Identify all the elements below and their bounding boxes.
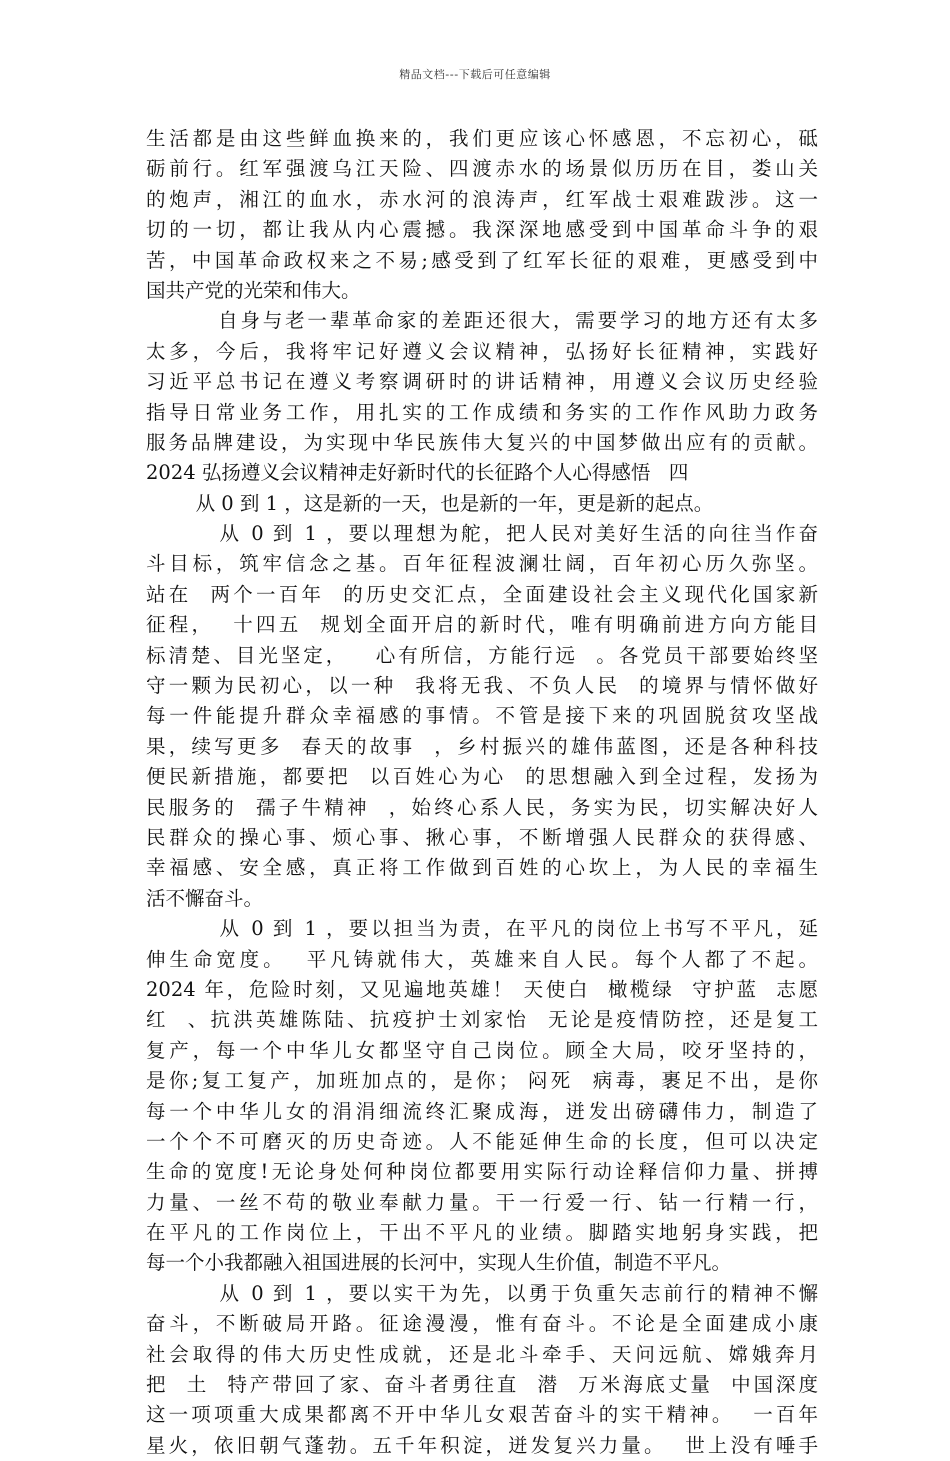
text-line: 守一颗为民初心，以一种 我将无我、不负人民 的境界与情怀做好 bbox=[146, 674, 818, 698]
text-line: 幸福感、安全感，真正将工作做到百姓的心坎上，为人民的幸福生 bbox=[146, 856, 818, 880]
text-line: 征程， 十四五 规划全面开启的新时代，唯有明确前进方向方能目 bbox=[146, 613, 818, 637]
text-line: 力量、一丝不苟的敬业奉献力量。干一行爱一行、钻一行精一行， bbox=[146, 1190, 818, 1214]
text-line: 服务品牌建设，为实现中华民族伟大复兴的中国梦做出应有的贡献。 bbox=[146, 430, 818, 454]
text-line: 标清楚、目光坚定， 心有所信，方能行远 。各党员干部要始终坚 bbox=[146, 643, 818, 667]
text-line: 习近平总书记在遵义考察调研时的讲话精神，用遵义会议历史经验 bbox=[146, 370, 818, 394]
text-line: 指导日常业务工作，用扎实的工作成绩和务实的工作作风助力政务 bbox=[146, 400, 818, 424]
text-line: 是你;复工复产，加班加点的，是你； 闷死 病毒，裹足不出，是你 bbox=[146, 1069, 818, 1093]
text-line: 一个个不可磨灭的历史奇迹。人不能延伸生命的长度，但可以决定 bbox=[146, 1129, 818, 1153]
text-line: 奋斗，不断破局开路。征途漫漫，惟有奋斗。不论是全面建成小康 bbox=[146, 1312, 818, 1336]
text-line: 社会取得的伟大历史性成就，还是北斗牵手、天问远航、嫦娥奔月 bbox=[146, 1342, 818, 1366]
text-line: 自身与老一辈革命家的差距还很大，需要学习的地方还有太多 bbox=[146, 309, 818, 333]
text-line: 伸生命宽度。 平凡铸就伟大，英雄来自人民。每个人都了不起。 bbox=[146, 947, 818, 971]
text-line: 红 、抗洪英雄陈陆、抗疫护士刘家怡 无论是疫情防控，还是复工 bbox=[146, 1008, 818, 1032]
text-line: 的炮声，湘江的血水，赤水河的浪涛声，红军战士艰难跋涉。这一 bbox=[146, 187, 818, 211]
text-line: 生命的宽度!无论身处何种岗位都要用实际行动诠释信仰力量、拼搏 bbox=[146, 1160, 818, 1184]
text-line: 从 0 到 1 ，要以担当为责，在平凡的岗位上书写不平凡，延 bbox=[146, 917, 818, 941]
text-line: 星火，依旧朝气蓬勃。五千年积淀，迸发复兴力量。 世上没有唾手 bbox=[146, 1433, 818, 1457]
text-line: 便民新措施，都要把 以百姓心为心 的思想融入到全过程，发扬为 bbox=[146, 765, 818, 789]
document-body bbox=[146, 124, 818, 1461]
text-line: 斗目标，筑牢信念之基。百年征程波澜壮阔，百年初心历久弥坚。 bbox=[146, 552, 818, 576]
text-line: 从 0 到 1 ，这是新的一天，也是新的一年，更是新的起点。 bbox=[146, 491, 714, 515]
text-line: 砺前行。红军强渡乌江天险、四渡赤水的场景似历历在目，娄山关 bbox=[146, 157, 818, 181]
text-line: 2024 年，危险时刻，又见遍地英雄！ 天使白 橄榄绿 守护蓝 志愿 bbox=[146, 977, 818, 1001]
text-line: 苦，中国革命政权来之不易;感受到了红军长征的艰难，更感受到中 bbox=[146, 248, 818, 272]
text-line: 国共产党的光荣和伟大。 bbox=[146, 278, 361, 302]
text-line: 复产，每一个中华儿女都坚守自己岗位。顾全大局，咬牙坚持的， bbox=[146, 1038, 818, 1062]
text-line: 站在 两个一百年 的历史交汇点，全面建设社会主义现代化国家新 bbox=[146, 582, 818, 606]
text-line: 每一个小我都融入祖国进展的长河中，实现人生价值，制造不平凡。 bbox=[146, 1251, 732, 1275]
text-line: 生活都是由这些鲜血换来的，我们更应该心怀感恩，不忘初心，砥 bbox=[146, 127, 818, 150]
text-line: 活不懈奋斗。 bbox=[146, 886, 264, 910]
text-line: 这一项项重大成果都离不开中华儿女艰苦奋斗的实干精神。 一百年 bbox=[146, 1403, 818, 1427]
text-line: 每一个中华儿女的涓涓细流终汇聚成海，迸发出磅礴伟力，制造了 bbox=[146, 1099, 818, 1123]
text-line: 民群众的操心事、烦心事、揪心事，不断增强人民群众的获得感、 bbox=[146, 825, 818, 849]
text-line: 在平凡的工作岗位上，干出不平凡的业绩。脚踏实地躬身实践，把 bbox=[146, 1221, 818, 1245]
text-line: 切的一切，都让我从内心震撼。我深深地感受到中国革命斗争的艰 bbox=[146, 218, 818, 242]
text-line: 民服务的 孺子牛精神 ，始终心系人民，务实为民，切实解决好人 bbox=[146, 795, 818, 819]
text-line: 太多，今后，我将牢记好遵义会议精神，弘扬好长征精神，实践好 bbox=[146, 339, 818, 363]
text-line: 从 0 到 1 ，要以理想为舵，把人民对美好生活的向往当作奋 bbox=[146, 522, 818, 546]
text-line: 把 土 特产带回了家、奋斗者勇往直 潜 万米海底丈量 中国深度 bbox=[146, 1373, 818, 1397]
text-line: 从 0 到 1 ，要以实干为先，以勇于负重矢志前行的精神不懈 bbox=[146, 1281, 818, 1305]
text-line: 每一件能提升群众幸福感的事情。不管是接下来的巩固脱贫攻坚战 bbox=[146, 704, 818, 728]
text-line: 果，续写更多 春天的故事 ，乡村振兴的雄伟蓝图，还是各种科技 bbox=[146, 734, 818, 758]
page-header: 精品文档---下载后可任意编辑 bbox=[399, 68, 551, 81]
text-line: 2024 弘扬遵义会议精神走好新时代的长征路个人心得感悟 四 bbox=[146, 461, 689, 485]
